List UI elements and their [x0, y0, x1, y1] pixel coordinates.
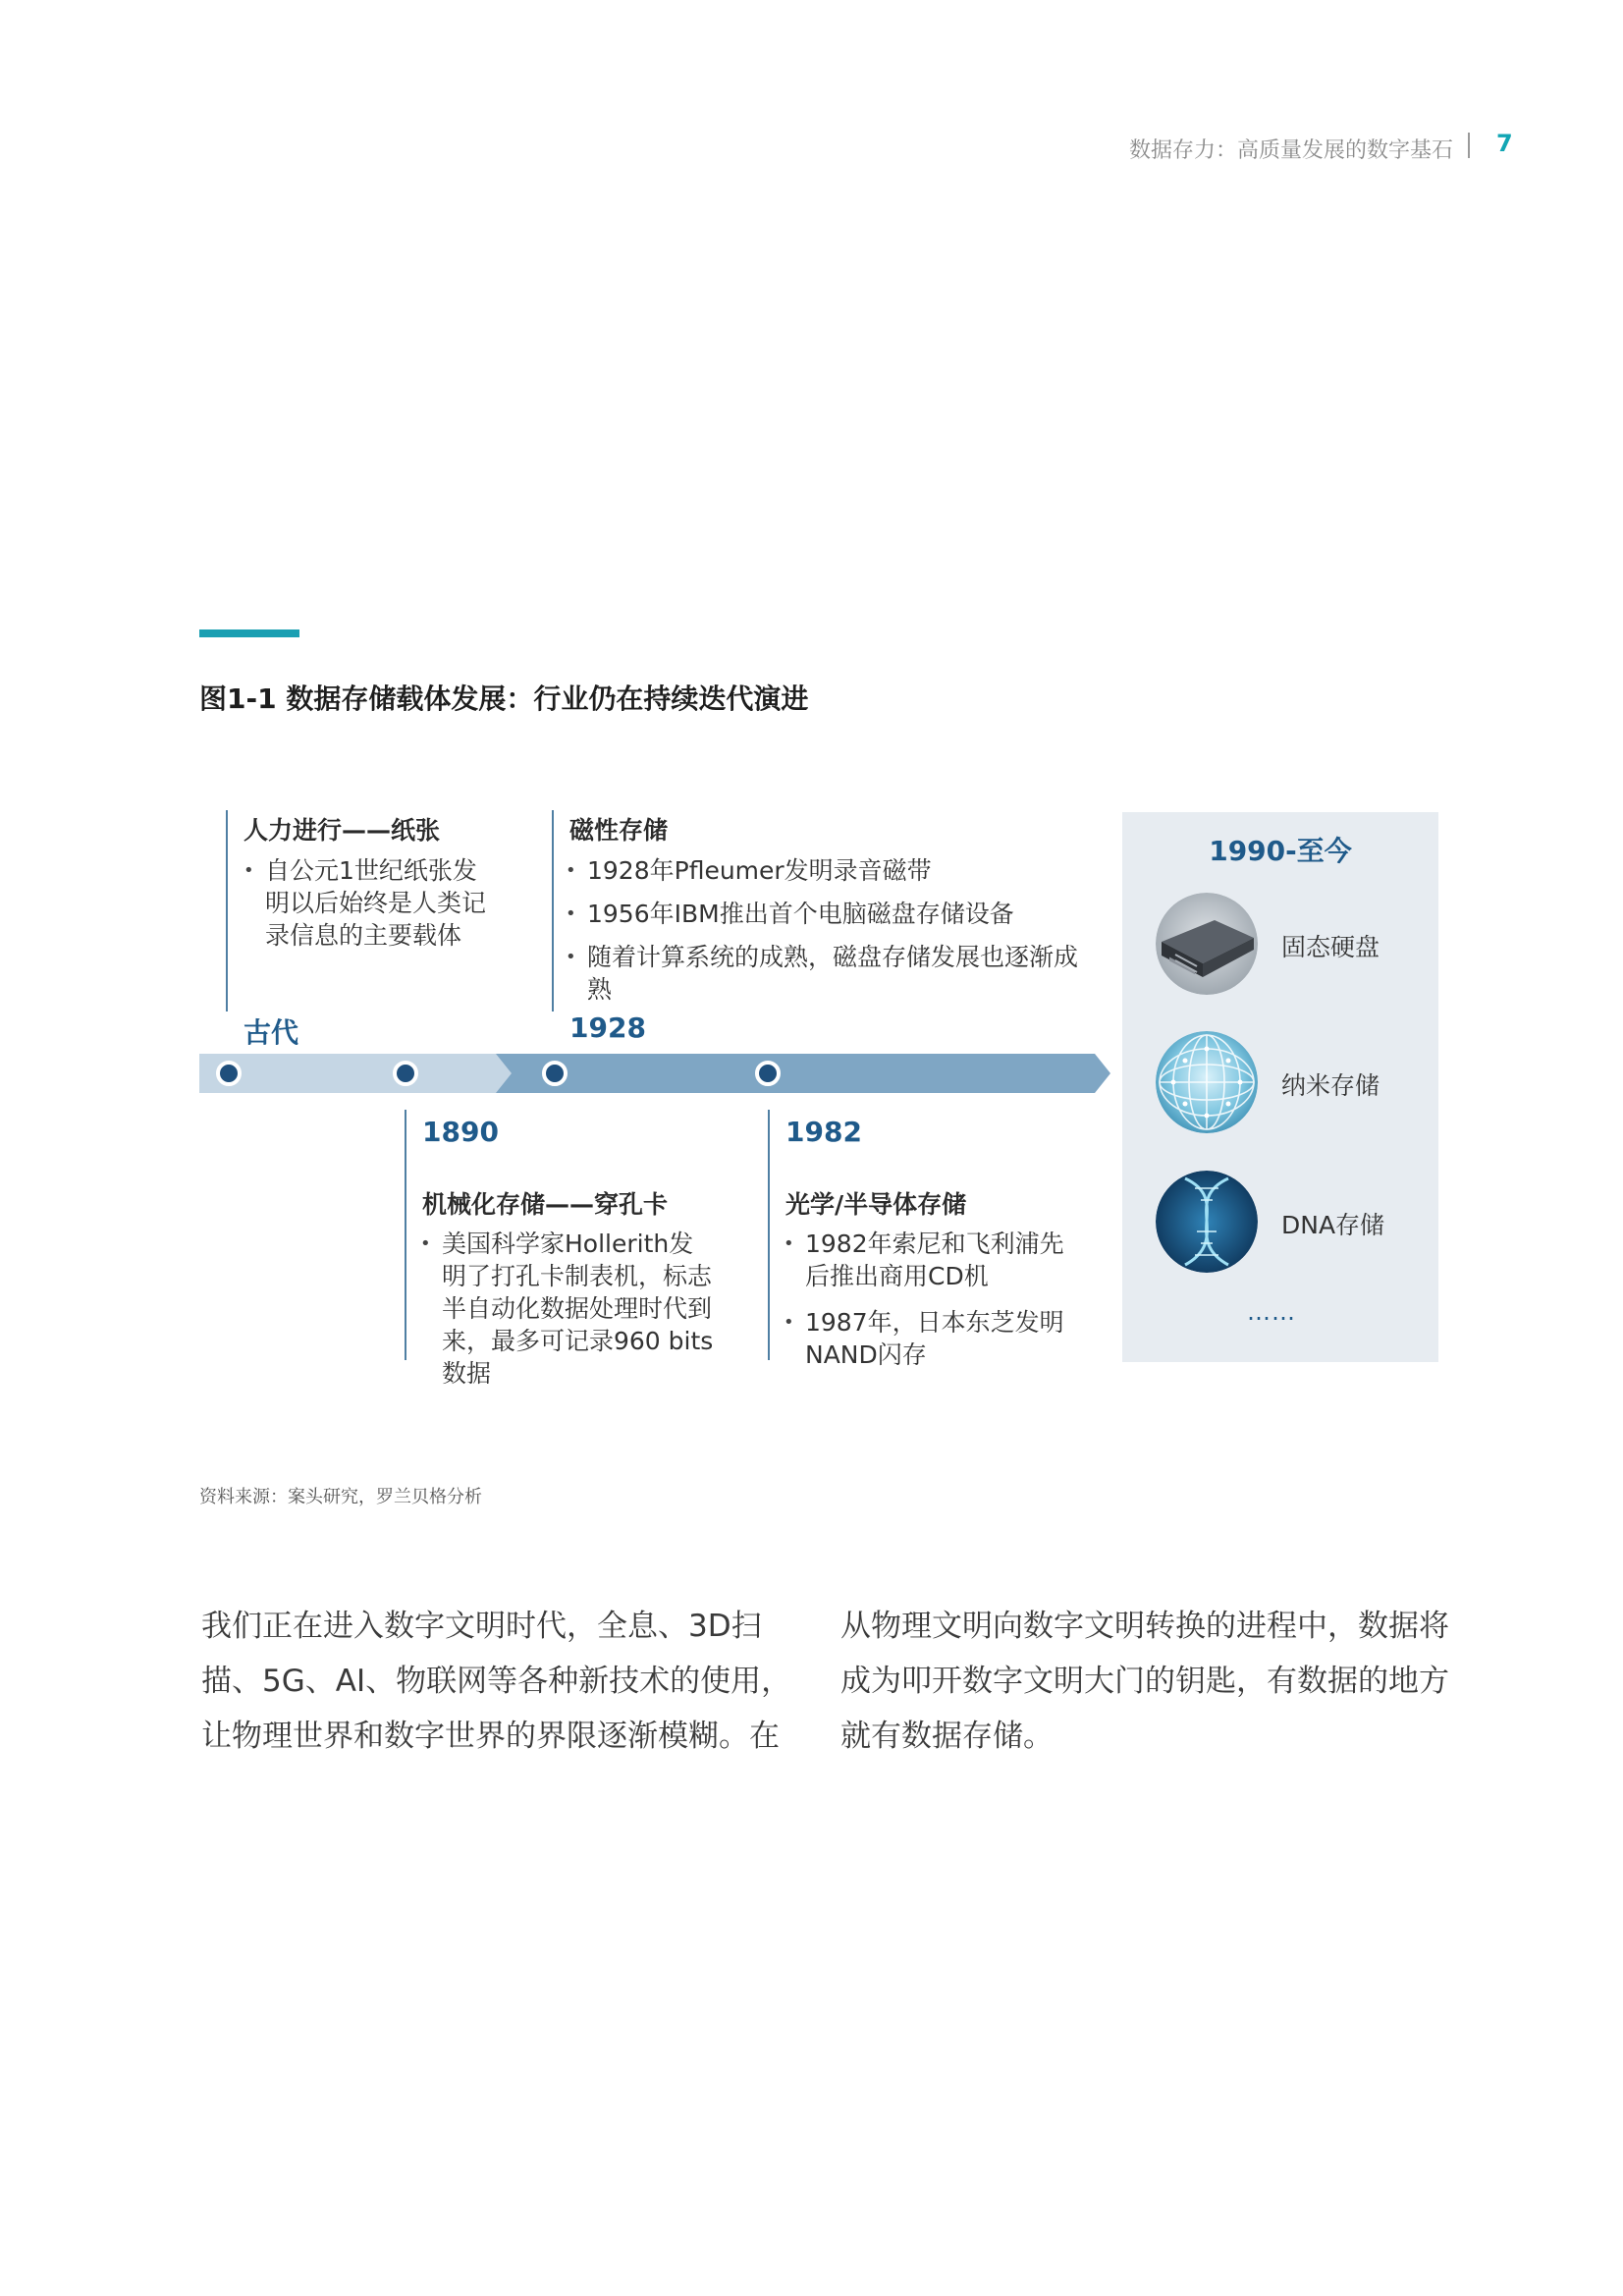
figure-source-note: 资料来源：案头研究，罗兰贝格分析 — [199, 1487, 482, 1507]
body-paragraph-right: 从物理文明向数字文明转换的进程中，数据将成为叩开数字文明大门的钥匙，有数据的地方就有数据存储。 — [840, 1609, 1449, 1754]
era-label-1928: 1928 — [569, 1011, 646, 1044]
bullet-item: • 自公元1世纪纸张发明以后始终是人类记录信息的主要载体 — [243, 854, 489, 952]
header-divider — [1468, 133, 1470, 158]
running-header-title: 数据存力：高质量发展的数字基石 — [1128, 138, 1453, 163]
ssd-icon — [1156, 893, 1258, 995]
event-title-optical: 光学/半导体存储 — [785, 1190, 967, 1219]
dna-icon — [1156, 1171, 1258, 1273]
figure-title: 图1-1 数据存储载体发展：行业仍在持续迭代演进 — [199, 683, 809, 715]
more-items-ellipsis: …… — [1247, 1298, 1296, 1326]
tech-label-ssd: 固态硬盘 — [1281, 933, 1380, 961]
timeline-connector-magnetic — [552, 810, 554, 1011]
timeline-dot-1890 — [395, 1063, 416, 1084]
event-bullets-optical — [784, 1228, 1078, 1381]
timeline-dot-1928 — [544, 1063, 566, 1084]
tech-label-dna: DNA存储 — [1281, 1211, 1385, 1239]
bullet-item: • 随着计算系统的成熟，磁盘存储发展也逐渐成熟 — [566, 941, 1096, 1006]
bullet-item: • 1982年索尼和飞利浦先后推出商用CD机 — [784, 1228, 1078, 1292]
section-accent-bar — [199, 629, 299, 637]
tech-label-nano: 纳米存储 — [1281, 1071, 1380, 1100]
bullet-item: • 美国科学家Hollerith发明了打孔卡制表机，标志半自动化数据处理时代到来，最多可记录960 bits数据 — [420, 1228, 715, 1390]
bullet-item: • 1987年，日本东芝发明NAND闪存 — [784, 1306, 1078, 1371]
page-number: 7 — [1496, 130, 1513, 157]
timeline-arrow — [199, 1049, 1112, 1098]
event-bullets-paper — [243, 854, 489, 961]
timeline-arrow-light-segment — [199, 1054, 514, 1093]
modern-era-title: 1990-至今 — [1209, 835, 1352, 867]
bullet-item: • 1928年Pfleumer发明录音磁带 — [566, 854, 1096, 887]
timeline-arrow-dark-segment — [496, 1054, 1110, 1093]
timeline-connector-optical — [768, 1110, 770, 1360]
era-label-1982: 1982 — [785, 1116, 862, 1148]
event-bullets-magnetic — [566, 854, 1096, 1015]
timeline-dot-1982 — [757, 1063, 779, 1084]
body-paragraph-left: 我们正在进入数字文明时代，全息、3D扫描、5G、AI、物联网等各种新技术的使用，让物理世界和数字世界的界限逐渐模糊。在 — [201, 1609, 792, 1754]
era-label-ancient: 古代 — [243, 1016, 299, 1049]
event-title-punch-card: 机械化存储——穿孔卡 — [422, 1190, 669, 1219]
event-title-paper: 人力进行——纸张 — [243, 816, 441, 845]
timeline-connector-ancient — [226, 810, 228, 1011]
era-label-1890: 1890 — [422, 1116, 499, 1148]
event-bullets-punch-card — [420, 1228, 715, 1399]
nano-sphere-icon — [1156, 1031, 1258, 1133]
bullet-item: • 1956年IBM推出首个电脑磁盘存储设备 — [566, 898, 1096, 930]
event-title-magnetic: 磁性存储 — [569, 816, 669, 845]
timeline-connector-mechanical — [405, 1110, 406, 1360]
timeline-dot-ancient — [218, 1063, 240, 1084]
